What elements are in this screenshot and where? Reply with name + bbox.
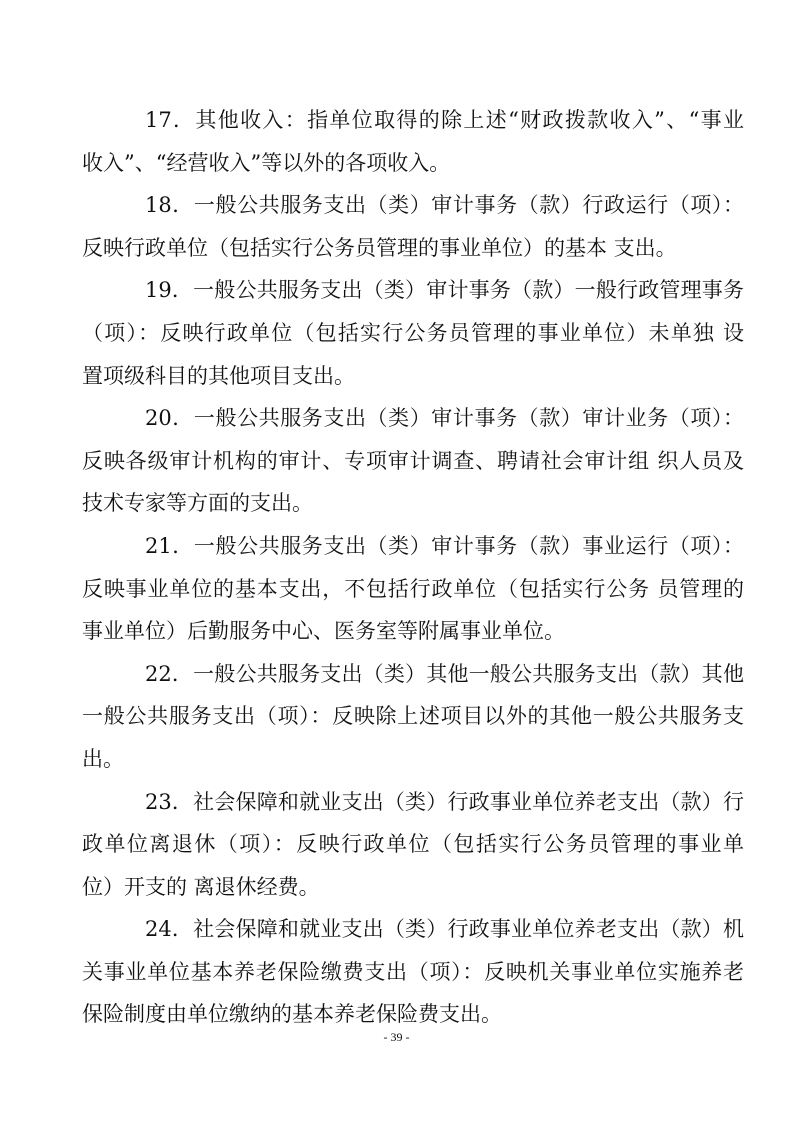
text-line: 收入”、“经营收入”等以外的各项收入。	[82, 150, 451, 175]
text-line: 事业单位）后勤服务中心、医务室等附属事业单位。	[82, 619, 565, 644]
paragraph	[82, 781, 744, 909]
text-line: （项）：反映行政单位（包括实行公务员管理的事业单位）未单独 设	[82, 320, 744, 345]
text-line: 反映事业单位的基本支出，不包括行政单位（包括实行公务 员管理的	[82, 576, 744, 601]
paragraph	[82, 653, 744, 781]
text-line: 保险制度由单位缴纳的基本养老保险费支出。	[82, 1002, 502, 1027]
text-line: 17．其他收入：指单位取得的除上述“财政拨款收入”、“事业	[145, 108, 744, 132]
page-number: - 39 -	[383, 1030, 410, 1044]
text-line: 21．一般公共服务支出（类）审计事务（款）事业运行（项）：	[145, 533, 744, 558]
text-line: 政单位离退休（项）：反映行政单位（包括实行公务员管理的事业单	[82, 832, 744, 857]
text-line: 24．社会保障和就业支出（类）行政事业单位养老支出（款）机	[145, 917, 744, 942]
paragraph	[82, 525, 744, 653]
paragraph	[82, 397, 744, 525]
paragraph	[82, 99, 744, 184]
text-line: 技术专家等方面的支出。	[82, 491, 313, 516]
paragraph	[82, 269, 744, 397]
text-line: 出。	[82, 746, 124, 771]
text-line: 22．一般公共服务支出（类）其他一般公共服务支出（款）其他	[145, 661, 744, 686]
text-line: 20．一般公共服务支出（类）审计事务（款）审计业务（项）：	[145, 406, 744, 431]
document-body	[82, 99, 744, 1036]
paragraph	[82, 908, 744, 1036]
text-line: 反映行政单位（包括实行公务员管理的事业单位）的基本 支出。	[82, 235, 677, 260]
text-line: 一般公共服务支出（项）：反映除上述项目以外的其他一般公共服务支	[82, 704, 744, 729]
paragraph	[82, 184, 744, 269]
text-line: 位）开支的 离退休经费。	[82, 874, 320, 899]
text-line: 18．一般公共服务支出（类）审计事务（款）行政运行（项）：	[145, 193, 744, 218]
text-line: 置项级科目的其他项目支出。	[82, 363, 355, 388]
text-line: 反映各级审计机构的审计、专项审计调查、聘请社会审计组 织人员及	[82, 448, 744, 473]
text-line: 关事业单位基本养老保险缴费支出（项）：反映机关事业单位实施养老	[82, 959, 744, 984]
text-line: 19．一般公共服务支出（类）审计事务（款）一般行政管理事务	[145, 278, 744, 303]
text-line: 23．社会保障和就业支出（类）行政事业单位养老支出（款）行	[145, 789, 744, 814]
